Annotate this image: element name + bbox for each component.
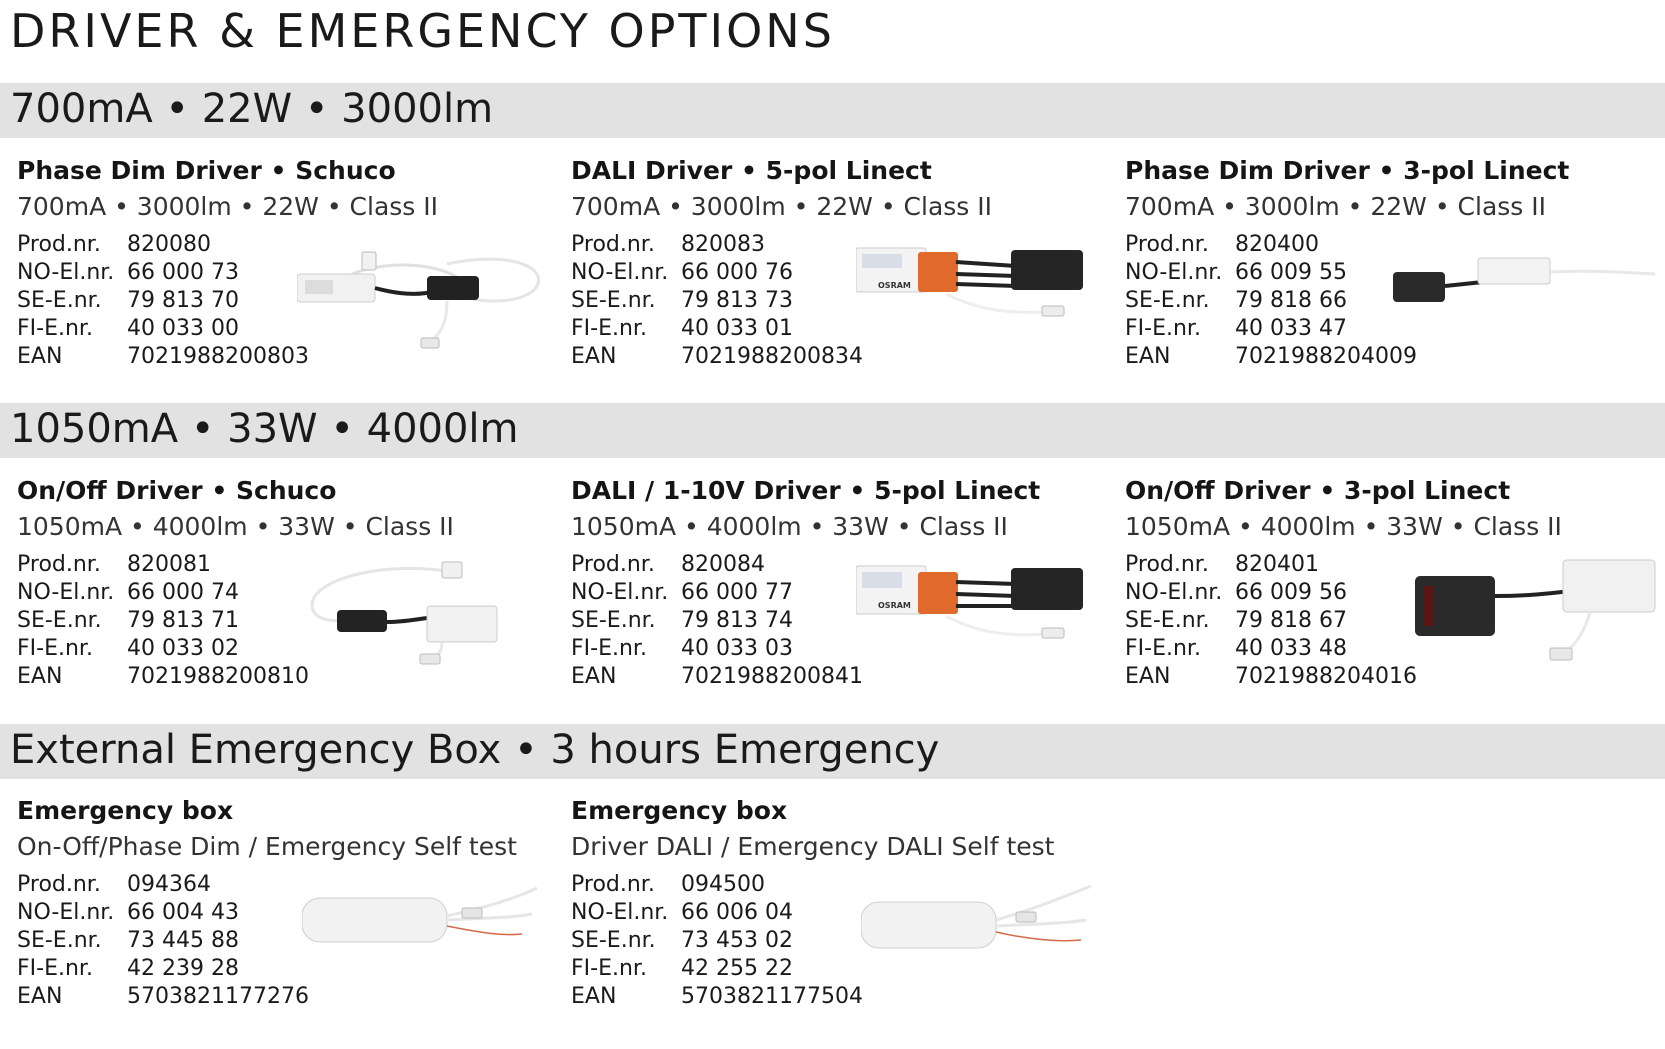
card-title: Phase Dim Driver • Schuco: [17, 156, 396, 185]
card-subtitle: 700mA • 3000lm • 22W • Class II: [17, 192, 439, 221]
dali-driver-product-image: [856, 244, 1096, 334]
card-title: On/Off Driver • 3-pol Linect: [1125, 476, 1511, 505]
no-el-nr-value: 66 006 04: [681, 900, 793, 925]
spec-label: EAN: [571, 984, 617, 1009]
card-title: Emergency box: [571, 796, 788, 825]
fi-e-nr-value: 40 033 00: [127, 316, 239, 341]
spec-label: SE-E.nr.: [571, 288, 656, 313]
spec-label: NO-El.nr.: [17, 260, 115, 285]
prod-nr-value: 820083: [681, 232, 765, 257]
card-subtitle: 700mA • 3000lm • 22W • Class II: [571, 192, 993, 221]
spec-label: FI-E.nr.: [17, 636, 93, 661]
spec-label: NO-El.nr.: [1125, 580, 1223, 605]
spec-label: Prod.nr.: [571, 552, 655, 577]
fi-e-nr-value: 40 033 03: [681, 636, 793, 661]
prod-nr-value: 820400: [1235, 232, 1319, 257]
driver-product-image: [1415, 556, 1660, 666]
spec-label: Prod.nr.: [1125, 552, 1209, 577]
se-e-nr-value: 73 445 88: [127, 928, 239, 953]
se-e-nr-value: 79 813 70: [127, 288, 239, 313]
fi-e-nr-value: 40 033 02: [127, 636, 239, 661]
emergency-box-product-image: [861, 878, 1106, 968]
spec-label: Prod.nr.: [1125, 232, 1209, 257]
spec-table: [571, 552, 863, 692]
fi-e-nr-value: 40 033 47: [1235, 316, 1347, 341]
prod-nr-value: 094364: [127, 872, 211, 897]
spec-table: [17, 552, 309, 692]
spec-label: FI-E.nr.: [571, 956, 647, 981]
ean-value: 7021988200834: [681, 344, 863, 369]
spec-label: SE-E.nr.: [17, 608, 102, 633]
ean-value: 7021988200810: [127, 664, 309, 689]
no-el-nr-value: 66 004 43: [127, 900, 239, 925]
card-title: DALI / 1-10V Driver • 5-pol Linect: [571, 476, 1041, 505]
section-title: 700mA • 22W • 3000lm: [10, 86, 494, 132]
se-e-nr-value: 73 453 02: [681, 928, 793, 953]
spec-label: EAN: [571, 344, 617, 369]
card-subtitle: 1050mA • 4000lm • 33W • Class II: [1125, 512, 1562, 541]
ean-value: 5703821177276: [127, 984, 309, 1009]
spec-label: FI-E.nr.: [17, 956, 93, 981]
card-title: Emergency box: [17, 796, 234, 825]
spec-label: SE-E.nr.: [17, 928, 102, 953]
spec-label: Prod.nr.: [17, 232, 101, 257]
spec-label: NO-El.nr.: [1125, 260, 1223, 285]
card-subtitle: 1050mA • 4000lm • 33W • Class II: [571, 512, 1008, 541]
no-el-nr-value: 66 000 76: [681, 260, 793, 285]
prod-nr-value: 820401: [1235, 552, 1319, 577]
ean-value: 7021988200803: [127, 344, 309, 369]
fi-e-nr-value: 40 033 48: [1235, 636, 1347, 661]
spec-label: EAN: [17, 664, 63, 689]
spec-label: SE-E.nr.: [17, 288, 102, 313]
prod-nr-value: 820081: [127, 552, 211, 577]
se-e-nr-value: 79 813 73: [681, 288, 793, 313]
spec-label: Prod.nr.: [571, 232, 655, 257]
spec-label: FI-E.nr.: [571, 316, 647, 341]
prod-nr-value: 820084: [681, 552, 765, 577]
driver-product-image: [297, 246, 552, 356]
no-el-nr-value: 66 009 55: [1235, 260, 1347, 285]
spec-table: [571, 232, 863, 372]
spec-label: SE-E.nr.: [1125, 608, 1210, 633]
page-title: DRIVER & EMERGENCY OPTIONS: [10, 4, 835, 58]
fi-e-nr-value: 42 239 28: [127, 956, 239, 981]
driver-product-image: [1393, 252, 1663, 312]
card-title: Phase Dim Driver • 3-pol Linect: [1125, 156, 1570, 185]
spec-table: [1125, 232, 1417, 372]
no-el-nr-value: 66 000 77: [681, 580, 793, 605]
card-subtitle: 1050mA • 4000lm • 33W • Class II: [17, 512, 454, 541]
ean-value: 7021988204016: [1235, 664, 1417, 689]
spec-label: Prod.nr.: [17, 552, 101, 577]
spec-table: [17, 232, 309, 372]
emergency-box-product-image: [302, 878, 552, 958]
se-e-nr-value: 79 818 66: [1235, 288, 1347, 313]
spec-label: SE-E.nr.: [571, 928, 656, 953]
spec-label: EAN: [1125, 664, 1171, 689]
spec-label: NO-El.nr.: [571, 260, 669, 285]
spec-label: FI-E.nr.: [1125, 316, 1201, 341]
spec-label: NO-El.nr.: [17, 900, 115, 925]
fi-e-nr-value: 40 033 01: [681, 316, 793, 341]
spec-table: [571, 872, 863, 1012]
card-subtitle: Driver DALI / Emergency DALI Self test: [571, 832, 1055, 861]
spec-label: FI-E.nr.: [17, 316, 93, 341]
osram-logo: OSRAM: [878, 281, 911, 290]
product-card-820401: [1125, 476, 1665, 706]
spec-label: SE-E.nr.: [571, 608, 656, 633]
product-card-094364: [17, 796, 557, 1026]
product-card-094500: [571, 796, 1111, 1026]
driver-product-image: [302, 560, 552, 665]
card-subtitle: 700mA • 3000lm • 22W • Class II: [1125, 192, 1547, 221]
fi-e-nr-value: 42 255 22: [681, 956, 793, 981]
no-el-nr-value: 66 009 56: [1235, 580, 1347, 605]
card-title: DALI Driver • 5-pol Linect: [571, 156, 932, 185]
dali-driver-product-image: [856, 562, 1096, 657]
spec-label: EAN: [571, 664, 617, 689]
card-title: On/Off Driver • Schuco: [17, 476, 337, 505]
spec-label: NO-El.nr.: [571, 900, 669, 925]
osram-logo: OSRAM: [878, 601, 911, 610]
spec-label: EAN: [17, 344, 63, 369]
spec-label: NO-El.nr.: [571, 580, 669, 605]
spec-label: FI-E.nr.: [571, 636, 647, 661]
card-subtitle: On-Off/Phase Dim / Emergency Self test: [17, 832, 517, 861]
ean-value: 7021988204009: [1235, 344, 1417, 369]
se-e-nr-value: 79 813 71: [127, 608, 239, 633]
se-e-nr-value: 79 818 67: [1235, 608, 1347, 633]
ean-value: 7021988200841: [681, 664, 863, 689]
section-header-emergency: [0, 724, 1665, 779]
spec-table: [1125, 552, 1417, 692]
se-e-nr-value: 79 813 74: [681, 608, 793, 633]
prod-nr-value: 094500: [681, 872, 765, 897]
no-el-nr-value: 66 000 74: [127, 580, 239, 605]
prod-nr-value: 820080: [127, 232, 211, 257]
spec-label: FI-E.nr.: [1125, 636, 1201, 661]
section-header-700ma: [0, 83, 1665, 138]
product-card-820081: [17, 476, 557, 706]
product-card-820083: [571, 156, 1111, 386]
spec-label: NO-El.nr.: [17, 580, 115, 605]
section-title: 1050mA • 33W • 4000lm: [10, 406, 519, 452]
section-header-1050ma: [0, 403, 1665, 458]
spec-label: SE-E.nr.: [1125, 288, 1210, 313]
product-card-820080: [17, 156, 557, 386]
ean-value: 5703821177504: [681, 984, 863, 1009]
product-card-820084: [571, 476, 1111, 706]
spec-label: Prod.nr.: [17, 872, 101, 897]
product-card-820400: [1125, 156, 1665, 386]
section-title: External Emergency Box • 3 hours Emergency: [10, 727, 940, 773]
spec-label: Prod.nr.: [571, 872, 655, 897]
no-el-nr-value: 66 000 73: [127, 260, 239, 285]
spec-table: [17, 872, 309, 1012]
spec-label: EAN: [17, 984, 63, 1009]
spec-label: EAN: [1125, 344, 1171, 369]
